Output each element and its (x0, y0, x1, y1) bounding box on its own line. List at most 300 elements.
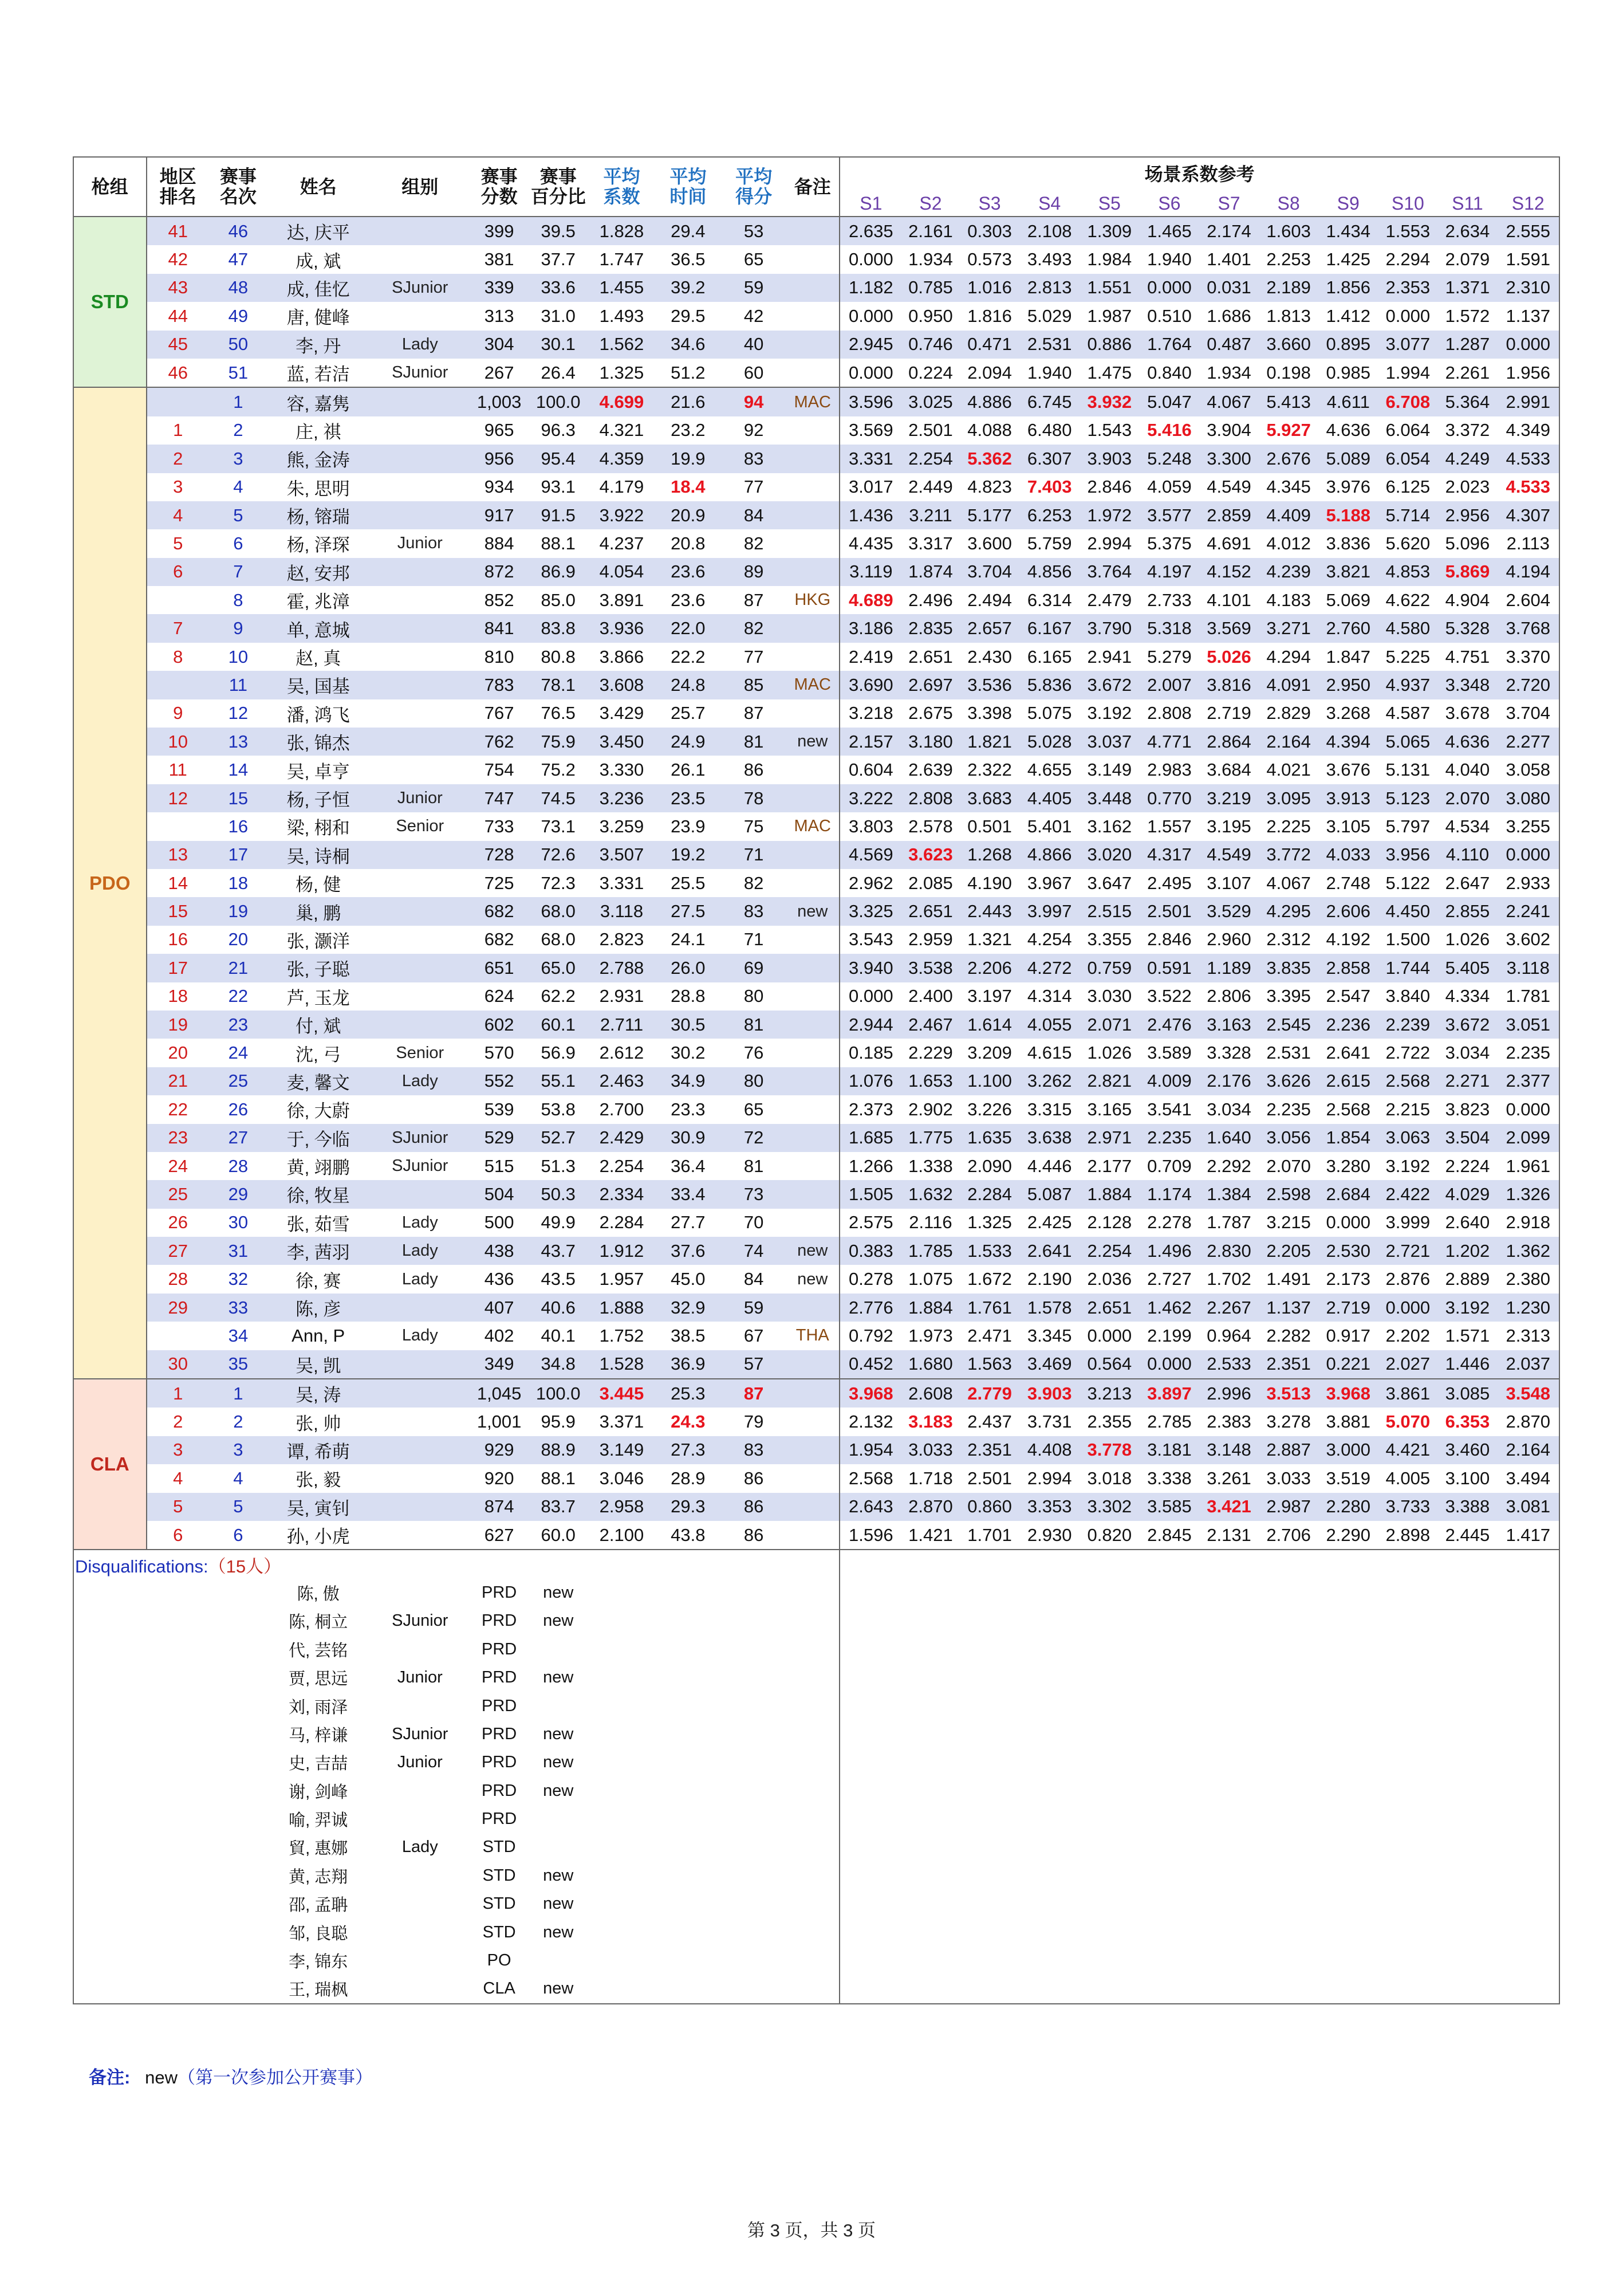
avg-points: 82 (722, 614, 786, 642)
stage-factor-s2: 0.224 (901, 359, 959, 387)
stage-factor-s1: 0.278 (849, 1269, 893, 1289)
shooter-group: Senior (396, 817, 444, 836)
avg-points: 81 (722, 728, 786, 756)
dq-spacer (73, 1776, 147, 1804)
table-row (73, 416, 1559, 445)
match-score: 438 (471, 1237, 527, 1265)
dq-remark (527, 1635, 589, 1664)
region-rank: 24 (168, 1155, 188, 1176)
avg-points: 59 (722, 274, 786, 302)
stage-factor-s10: 1.744 (1378, 954, 1437, 982)
remark (786, 331, 840, 359)
avg-factor: 3.866 (599, 646, 644, 667)
avg-points: 42 (743, 305, 764, 326)
stage-factor-s11: 4.110 (1437, 841, 1497, 869)
stage-factor-s4: 5.836 (1020, 671, 1080, 699)
table-row (73, 558, 1559, 586)
stage-factor-s1: 1.266 (849, 1155, 893, 1176)
remark (786, 926, 840, 954)
avg-time: 45.0 (671, 1269, 706, 1289)
dq-gun: PRD (482, 1724, 517, 1743)
avg-factor: 4.359 (589, 445, 654, 473)
dq-spacer (589, 1607, 840, 1635)
stage-factor-s9: 2.547 (1326, 986, 1371, 1007)
table-row (73, 728, 1559, 756)
stage-factor-s1: 3.690 (840, 671, 901, 699)
match-rank: 49 (228, 305, 249, 326)
header-avg-factor: 平均 系数 (589, 157, 654, 217)
stage-factor-s7: 4.549 (1207, 477, 1251, 497)
stage-factor-s5: 0.000 (1087, 1325, 1132, 1346)
match-score: 929 (471, 1436, 527, 1464)
stage-factor-s2: 3.538 (901, 954, 959, 982)
header-stage-s6: S6 (1140, 191, 1199, 217)
match-percent: 100.0 (527, 387, 589, 416)
dq-spacer (73, 1720, 147, 1748)
table-row (73, 387, 1559, 416)
stage-factor-s8: 3.835 (1259, 954, 1318, 982)
remark (786, 445, 840, 473)
match-rank: 19 (209, 897, 267, 925)
avg-time: 43.8 (655, 1521, 722, 1550)
avg-factor: 3.236 (589, 784, 654, 812)
stage-factor-s7: 3.569 (1199, 614, 1259, 642)
stage-factor-s7: 2.859 (1199, 501, 1259, 529)
stage-factor-s4: 2.813 (1020, 274, 1080, 302)
dq-spacer (73, 1833, 147, 1861)
stage-factor-s2: 3.317 (908, 533, 953, 553)
dq-group: Junior (397, 1668, 443, 1687)
dq-gun: PRD (482, 1583, 517, 1602)
avg-time: 24.8 (655, 671, 722, 699)
stage-factor-s3: 2.443 (959, 897, 1019, 925)
stage-factor-s12: 2.113 (1498, 529, 1560, 557)
stage-factor-s9: 3.105 (1326, 816, 1371, 836)
stage-factor-s10: 3.956 (1378, 841, 1437, 869)
region-rank: 6 (147, 558, 209, 586)
region-rank: 23 (147, 1124, 209, 1152)
stage-factor-s9: 2.236 (1318, 1011, 1378, 1039)
region-rank: 18 (168, 986, 188, 1007)
shooter-group (369, 1294, 471, 1322)
avg-time: 22.2 (671, 646, 706, 667)
stage-factor-s11: 2.956 (1437, 501, 1497, 529)
dq-spacer (73, 1692, 147, 1720)
stage-factor-s5: 1.984 (1087, 249, 1132, 270)
dq-spacer (147, 1776, 209, 1804)
stage-factor-s1: 0.604 (849, 760, 893, 780)
stage-factor-s2: 3.183 (908, 1412, 953, 1432)
stage-factor-s6: 2.808 (1147, 703, 1192, 724)
match-percent: 43.5 (541, 1269, 576, 1289)
match-percent: 60.0 (527, 1521, 589, 1550)
avg-time: 29.5 (671, 305, 706, 326)
avg-points: 59 (722, 1294, 786, 1322)
match-rank: 22 (228, 986, 249, 1007)
shooter-name: 陈, 彦 (267, 1294, 369, 1322)
match-rank: 48 (209, 274, 267, 302)
region-rank: 1 (147, 1379, 209, 1408)
stage-factor-s6: 5.375 (1147, 533, 1192, 553)
stage-factor-s2: 2.697 (901, 671, 959, 699)
header-avg-points: 平均 得分 (722, 157, 786, 217)
region-rank: 25 (147, 1180, 209, 1208)
avg-points: 72 (722, 1124, 786, 1152)
stage-factor-s6: 2.007 (1140, 671, 1199, 699)
table-row (73, 529, 1559, 557)
avg-points: 83 (722, 897, 786, 925)
dq-group: Lady (401, 1838, 438, 1857)
shooter-name: 吴, 卓亨 (286, 761, 350, 782)
stage-factor-s4: 3.967 (1027, 872, 1072, 893)
remark (786, 1039, 840, 1067)
stage-factor-s6: 0.591 (1140, 954, 1199, 982)
dq-spacer (147, 1720, 209, 1748)
remark: new (786, 1265, 840, 1293)
avg-time: 23.6 (671, 589, 706, 610)
match-rank: 17 (209, 841, 267, 869)
stage-factor-s11: 2.070 (1437, 784, 1497, 812)
stage-factor-s8: 2.253 (1266, 249, 1311, 270)
stage-factor-s7: 2.830 (1199, 1237, 1259, 1265)
dq-spacer (73, 1635, 147, 1664)
stage-factor-s7: 1.787 (1207, 1212, 1251, 1233)
stage-factor-s5: 3.037 (1080, 728, 1140, 756)
avg-time: 23.3 (671, 1099, 706, 1119)
stage-factor-s6: 1.557 (1147, 816, 1192, 836)
shooter-name: 吴, 凯 (267, 1350, 369, 1379)
avg-points: 77 (743, 646, 764, 667)
shooter-group (369, 1521, 471, 1550)
region-rank: 5 (173, 533, 183, 553)
stage-factor-s8: 3.033 (1266, 1468, 1311, 1488)
stage-factor-s2: 1.785 (901, 1237, 959, 1265)
dq-spacer (209, 1607, 267, 1635)
stage-factor-s3: 2.284 (959, 1180, 1019, 1208)
shooter-group (369, 643, 471, 671)
avg-points: 86 (743, 760, 764, 780)
table-row (73, 869, 1559, 897)
region-rank: 45 (147, 331, 209, 359)
stage-factor-s9: 0.221 (1318, 1350, 1378, 1379)
dq-spacer (589, 1635, 840, 1664)
avg-points: 94 (722, 387, 786, 416)
match-score: 1,003 (471, 387, 527, 416)
stage-factor-s11: 3.672 (1437, 1011, 1497, 1039)
remark (786, 359, 840, 387)
shooter-name: 谭, 希萌 (267, 1436, 369, 1464)
stage-factor-s3: 5.362 (959, 445, 1019, 473)
dq-spacer (73, 1890, 147, 1918)
dq-group (369, 1862, 471, 1890)
stage-factor-s10: 2.294 (1385, 249, 1431, 270)
stage-factor-s11: 2.271 (1437, 1067, 1497, 1095)
stage-factor-s4: 2.994 (1027, 1468, 1072, 1488)
stage-factor-s10: 4.622 (1385, 589, 1431, 610)
stage-factor-s5: 3.355 (1087, 929, 1132, 950)
dq-spacer (73, 1918, 147, 1946)
remark (786, 1436, 840, 1464)
dq-gun: CLA (471, 1975, 527, 2003)
remark: new (786, 728, 840, 756)
dq-count: （15人） (208, 1556, 282, 1576)
dq-remark (527, 1833, 589, 1861)
region-rank: 30 (147, 1350, 209, 1379)
stage-factor-s4: 3.731 (1027, 1412, 1072, 1432)
dq-remark: new (543, 1611, 574, 1630)
table-row (73, 1152, 1559, 1180)
avg-points: 87 (743, 703, 764, 724)
avg-points: 77 (743, 477, 764, 497)
dq-spacer (73, 1664, 147, 1692)
stage-factor-s5: 3.672 (1080, 671, 1140, 699)
stage-factor-s8: 2.351 (1259, 1350, 1318, 1379)
stage-factor-s8: 2.312 (1266, 929, 1311, 950)
stage-factor-s1: 1.954 (840, 1436, 901, 1464)
stage-factor-s4: 6.165 (1027, 646, 1072, 667)
stage-factor-s4: 4.314 (1027, 986, 1072, 1007)
match-score: 515 (484, 1155, 514, 1176)
avg-points: 86 (743, 1468, 764, 1488)
stage-factor-s7: 2.533 (1199, 1350, 1259, 1379)
stage-factor-s3: 1.563 (959, 1350, 1019, 1379)
table-row (73, 614, 1559, 642)
stage-factor-s9: 4.636 (1326, 420, 1371, 441)
avg-points: 65 (743, 249, 764, 270)
match-percent: 73.1 (541, 816, 576, 836)
table-row (73, 302, 1559, 330)
stage-factor-s3: 4.823 (967, 477, 1012, 497)
match-score: 651 (471, 954, 527, 982)
avg-points: 79 (743, 1412, 764, 1432)
shooter-group (369, 699, 471, 728)
header-stage-title: 场景系数参考 (840, 157, 1559, 191)
stage-factor-s6: 3.577 (1140, 501, 1199, 529)
remark (786, 614, 840, 642)
stage-factor-s3: 1.614 (959, 1011, 1019, 1039)
stage-factor-s5: 1.551 (1080, 274, 1140, 302)
stage-factor-s11: 4.249 (1437, 445, 1497, 473)
stage-factor-s2: 2.229 (908, 1043, 953, 1063)
stage-factor-s3: 0.860 (959, 1493, 1019, 1521)
shooter-group (369, 387, 471, 416)
stage-factor-s10: 5.131 (1385, 760, 1431, 780)
remark (786, 982, 840, 1011)
stage-factor-s11: 1.287 (1437, 331, 1497, 359)
stage-factor-s12: 1.362 (1498, 1237, 1560, 1265)
stage-factor-s7: 3.684 (1207, 760, 1251, 780)
stage-factor-s3: 1.533 (959, 1237, 1019, 1265)
stage-factor-s5: 2.036 (1087, 1269, 1132, 1289)
gun-group-label: STD (73, 217, 147, 387)
stage-factor-s3: 1.325 (967, 1212, 1012, 1233)
match-rank: 47 (228, 249, 249, 270)
match-score: 504 (471, 1180, 527, 1208)
stage-factor-s9: 1.854 (1318, 1124, 1378, 1152)
region-rank: 19 (147, 1011, 209, 1039)
stage-factor-s11: 4.636 (1437, 728, 1497, 756)
stage-factor-s7: 1.189 (1199, 954, 1259, 982)
region-rank: 22 (168, 1099, 188, 1119)
avg-factor: 4.179 (599, 477, 644, 497)
shooter-group: Lady (369, 1237, 471, 1265)
match-percent: 80.8 (541, 646, 576, 667)
region-rank: 26 (168, 1212, 188, 1233)
stage-factor-s2: 1.973 (908, 1325, 953, 1346)
shooter-name: 芦, 玉龙 (286, 988, 350, 1008)
header-stage-s12: S12 (1498, 191, 1560, 217)
stage-factor-s6: 1.764 (1140, 331, 1199, 359)
stage-factor-s6: 3.585 (1140, 1493, 1199, 1521)
stage-factor-s10: 2.898 (1378, 1521, 1437, 1550)
match-rank: 11 (209, 671, 267, 699)
stage-factor-s12: 3.494 (1498, 1464, 1560, 1492)
stage-factor-s5: 3.192 (1087, 703, 1132, 724)
stage-factor-s5: 3.165 (1087, 1099, 1132, 1119)
stage-factor-s4: 2.641 (1020, 1237, 1080, 1265)
avg-points: 92 (743, 420, 764, 441)
match-score: 539 (484, 1099, 514, 1119)
stage-factor-s8: 4.067 (1266, 872, 1311, 893)
match-percent: 95.4 (527, 445, 589, 473)
stage-factor-s4: 3.638 (1020, 1124, 1080, 1152)
avg-points: 83 (722, 445, 786, 473)
stage-factor-s9: 0.000 (1326, 1212, 1371, 1233)
stage-factor-s9: 2.280 (1318, 1493, 1378, 1521)
shooter-group (369, 1436, 471, 1464)
stage-factor-s5: 3.448 (1080, 784, 1140, 812)
header-group: 组别 (369, 157, 471, 217)
stage-factor-s2: 2.254 (901, 445, 959, 473)
match-rank: 4 (233, 477, 243, 497)
region-rank: 42 (168, 249, 188, 270)
stage-factor-s7: 1.401 (1207, 249, 1251, 270)
header-name: 姓名 (267, 157, 369, 217)
shooter-group (369, 473, 471, 501)
dq-remark: new (543, 1583, 574, 1602)
stage-factor-s10: 4.937 (1378, 671, 1437, 699)
stage-factor-s10: 2.027 (1378, 1350, 1437, 1379)
dq-remark: new (527, 1975, 589, 2003)
avg-factor: 2.823 (599, 929, 644, 950)
stage-factor-s8: 2.829 (1266, 703, 1311, 724)
stage-factor-s9: 2.606 (1318, 897, 1378, 925)
shooter-name: 杨, 泽琛 (286, 535, 350, 556)
region-rank: 21 (147, 1067, 209, 1095)
avg-points: 57 (722, 1350, 786, 1379)
stage-factor-s11: 2.445 (1437, 1521, 1497, 1550)
stage-factor-s10: 3.840 (1385, 986, 1431, 1007)
avg-factor: 4.699 (589, 387, 654, 416)
remark: MAC (786, 671, 840, 699)
dq-gun: STD (482, 1922, 516, 1941)
stage-factor-s3: 3.209 (967, 1043, 1012, 1063)
stage-factor-s7: 4.067 (1199, 387, 1259, 416)
dq-name: 王, 瑞枫 (267, 1975, 369, 2003)
dq-name: 代, 芸铭 (289, 1641, 348, 1660)
remark (786, 699, 840, 728)
stage-factor-s8: 2.887 (1259, 1436, 1318, 1464)
shooter-group: SJunior (369, 359, 471, 387)
header-remark: 备注 (786, 157, 840, 217)
stage-factor-s4: 6.314 (1027, 589, 1072, 610)
stage-factor-s11: 2.647 (1445, 872, 1490, 893)
stage-factor-s3: 0.303 (959, 217, 1019, 245)
stage-factor-s10: 0.000 (1385, 305, 1431, 326)
match-percent: 62.2 (541, 986, 576, 1007)
stage-factor-s4: 5.087 (1020, 1180, 1080, 1208)
stage-factor-s2: 2.870 (901, 1493, 959, 1521)
stage-factor-s5: 2.128 (1087, 1212, 1132, 1233)
stage-factor-s8: 2.189 (1259, 274, 1318, 302)
stage-factor-s7: 3.300 (1199, 445, 1259, 473)
stage-factor-s12: 3.058 (1498, 756, 1560, 784)
stage-factor-s9: 4.192 (1326, 929, 1371, 950)
stage-factor-s3: 1.761 (959, 1294, 1019, 1322)
shooter-name: 熊, 金涛 (267, 445, 369, 473)
avg-points: 60 (722, 359, 786, 387)
region-rank: 43 (147, 274, 209, 302)
stage-factor-s6: 2.785 (1147, 1412, 1192, 1432)
stage-factor-s1: 3.543 (849, 929, 893, 950)
stage-factor-s6: 0.770 (1140, 784, 1199, 812)
remark: new (786, 1237, 840, 1265)
header-region-rank: 地区 排名 (147, 157, 209, 217)
match-rank: 8 (233, 589, 243, 610)
shooter-name: 张, 帅 (296, 1413, 341, 1434)
stage-factor-s7: 2.996 (1199, 1379, 1259, 1408)
dq-group: SJunior (392, 1611, 448, 1630)
stage-factor-s5: 1.987 (1087, 305, 1132, 326)
dq-remark: new (543, 1753, 574, 1772)
stage-factor-s7: 3.529 (1199, 897, 1259, 925)
stage-factor-s8: 2.070 (1266, 1155, 1311, 1176)
avg-factor: 3.046 (599, 1468, 644, 1488)
stage-factor-s12: 2.377 (1498, 1067, 1560, 1095)
table-row (73, 1379, 1559, 1408)
stage-factor-s2: 2.651 (901, 897, 959, 925)
gun-group-label: CLA (73, 1379, 147, 1550)
stage-factor-s10: 5.122 (1385, 872, 1431, 893)
avg-points: 82 (743, 533, 764, 553)
remark (786, 756, 840, 784)
stage-factor-s7: 4.691 (1207, 533, 1251, 553)
shooter-group: Junior (397, 534, 443, 553)
stage-factor-s8: 0.198 (1259, 359, 1318, 387)
stage-factor-s12: 3.768 (1498, 614, 1560, 642)
stage-factor-s5: 3.764 (1080, 558, 1140, 586)
stage-factor-s11: 3.678 (1445, 703, 1490, 724)
stage-factor-s11: 3.085 (1437, 1379, 1497, 1408)
shooter-name: 梁, 栩和 (286, 818, 350, 839)
dq-gun: PRD (482, 1810, 517, 1829)
stage-factor-s1: 2.575 (849, 1212, 893, 1233)
dq-spacer (589, 1890, 840, 1918)
shooter-group (369, 445, 471, 473)
stage-factor-s11: 3.504 (1437, 1124, 1497, 1152)
match-percent: 68.0 (527, 897, 589, 925)
stage-factor-s5: 3.647 (1087, 872, 1132, 893)
stage-factor-s12: 1.961 (1498, 1152, 1560, 1180)
stage-factor-s5: 2.971 (1080, 1124, 1140, 1152)
stage-factor-s1: 1.685 (840, 1124, 901, 1152)
match-percent: 74.5 (527, 784, 589, 812)
stage-factor-s11: 5.328 (1437, 614, 1497, 642)
dq-spacer (147, 1664, 209, 1692)
table-row (73, 756, 1559, 784)
avg-time: 24.3 (671, 1412, 706, 1432)
stage-factor-s10: 5.123 (1378, 784, 1437, 812)
